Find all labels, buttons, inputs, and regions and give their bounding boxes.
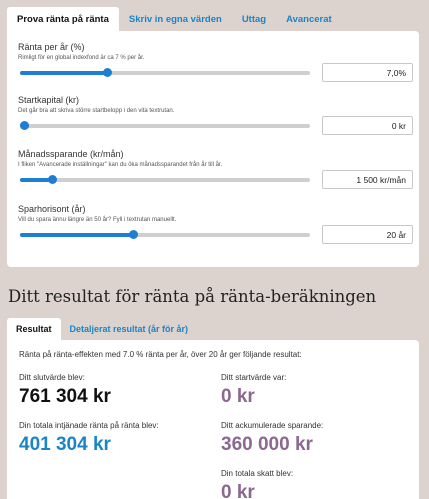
startvarde-block [221,373,286,408]
skatt-value: 0 kr [221,482,255,499]
manadssparande-slider-handle[interactable] [48,175,57,184]
tab-uttag[interactable]: Uttag [241,13,267,25]
startkapital-slider[interactable] [20,124,310,128]
result-intro: Ränta på ränta-effekten med 7.0 % ränta per år, över 20 år ger följande resultat: [19,350,302,359]
ranta-label: Ränta per år (%) [18,42,85,52]
ranta-help: Rimligt för en global indexfond är ca 7 % per år. [18,55,145,61]
slutvarde-label: Ditt slutvärde blev: [19,373,85,382]
startkapital-help: Det går bra att skriva större startbelopp i den vita textrutan. [18,108,175,114]
ranta-result-label: Din totala intjänade ränta på ränta blev: [19,421,159,430]
manadssparande-slider[interactable] [20,178,310,182]
result-heading: Ditt resultat för ränta på ränta-beräkningen [8,287,377,306]
sparande-label: Ditt ackumulerade sparande: [221,421,324,430]
startvarde-value: 0 kr [221,386,255,407]
field-ranta [18,42,413,78]
manadssparande-help: I fliken "Avancerade inställningar" kan du öka månadssparandet från år till år. [18,162,223,168]
ranta-slider-fill [20,71,107,75]
field-manadssparande [18,149,413,185]
slutvarde-block [19,373,111,408]
startkapital-slider-handle[interactable] [20,121,29,130]
manadssparande-label: Månadssparande (kr/mån) [18,149,124,159]
tab-egna-varden[interactable]: Skriv in egna värden [128,13,222,25]
skatt-label: Din totala skatt blev: [221,469,294,478]
ranta-result-value: 401 304 kr [19,434,111,455]
manadssparande-input[interactable]: 1 500 kr/mån [322,170,413,189]
calculator-tabs [7,7,342,31]
calculator-panel [7,31,419,267]
field-sparhorisont [18,204,413,240]
tab-detaljerat-resultat[interactable]: Detaljerat resultat (år för år) [69,324,189,334]
ranta-result-block [19,421,159,456]
ranta-slider[interactable] [20,71,310,75]
slutvarde-value: 761 304 kr [19,386,111,407]
tab-prova-ranta[interactable]: Prova ränta på ränta [7,7,119,31]
skatt-block [221,469,293,499]
ranta-slider-handle[interactable] [103,68,112,77]
ranta-input[interactable]: 7,0% [322,63,413,82]
sparande-value: 360 000 kr [221,434,313,455]
tab-avancerat[interactable]: Avancerat [286,13,332,25]
result-tabs [7,318,197,340]
result-panel [7,340,419,499]
sparande-block [221,421,323,456]
sparhorisont-help: Vill du spara ännu längre än 50 år? Fyll i textrutan manuellt. [18,217,177,223]
startkapital-label: Startkapital (kr) [18,95,80,105]
sparhorisont-slider[interactable] [20,233,310,237]
startkapital-input[interactable]: 0 kr [322,116,413,135]
sparhorisont-slider-handle[interactable] [129,230,138,239]
tab-resultat[interactable]: Resultat [7,318,61,340]
startvarde-label: Ditt startvärde var: [221,373,287,382]
sparhorisont-slider-fill [20,233,133,237]
sparhorisont-input[interactable]: 20 år [322,225,413,244]
sparhorisont-label: Sparhorisont (år) [18,204,86,214]
field-startkapital [18,95,413,131]
